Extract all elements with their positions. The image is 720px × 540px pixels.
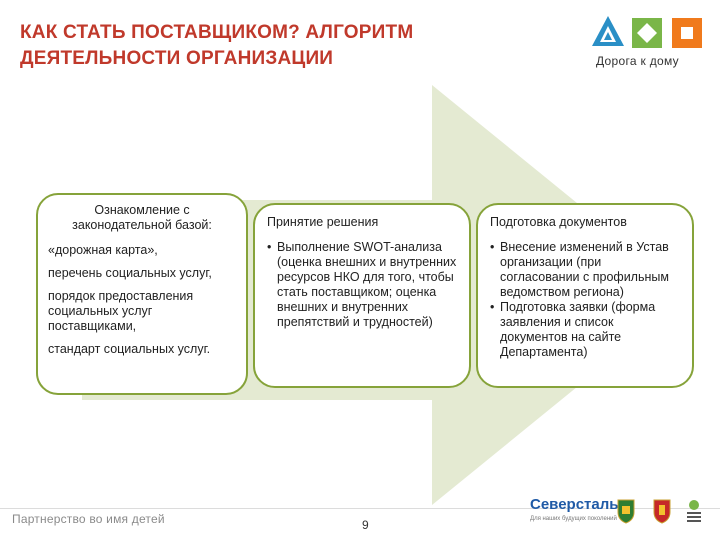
logo-caption: Дорога к дому (596, 54, 679, 68)
step-heading: Подготовка документов (490, 215, 627, 229)
bullet-dot-icon: • (490, 300, 495, 314)
logo-cross-icon (632, 18, 662, 48)
step-box-decision (253, 203, 471, 388)
step-heading: Ознакомление с законодательной базой: (72, 203, 212, 232)
bullet-text: Внесение изменений в Устав организации (при согласовании с профильным ведомством региона) (500, 240, 669, 299)
step-bullet (490, 300, 680, 360)
bullet-dot-icon: • (267, 240, 272, 254)
step-paragraph: перечень социальных услуг, (48, 266, 212, 280)
bullet-text: Выполнение SWOT-анализа (оценка внешних и внутренних ресурсов НКО для того, чтобы стать поставщиком; оценка внешних и внутренних препятствий и трудностей) (277, 240, 457, 329)
coat-of-arms-icon (652, 498, 672, 524)
coat-of-arms-icon (616, 498, 636, 524)
title-line-2: ДЕЯТЕЛЬНОСТИ ОРГАНИЗАЦИИ (20, 48, 334, 69)
step-paragraph: порядок предоставления социальных услуг поставщиками, (48, 289, 194, 333)
sponsor-logo-text: Северсталь (530, 496, 619, 513)
page-title (20, 20, 560, 72)
step-box-documents (476, 203, 694, 388)
step-bullet (267, 240, 457, 330)
bullet-text: Подготовка заявки (форма заявления и список документов на сайте Департамента) (500, 300, 656, 359)
step-box-familiarization (36, 193, 248, 395)
sponsor-tagline: Для наших будущих поколений (530, 516, 617, 522)
step-heading: Принятие решения (267, 215, 379, 229)
footer-partner-text: Партнерство во имя детей (12, 512, 165, 526)
step-bullet (490, 240, 680, 300)
logo-triangle-icon (592, 16, 624, 46)
page-number: 9 (362, 518, 369, 532)
bullet-dot-icon: • (490, 240, 495, 254)
logo-square-icon (672, 18, 702, 48)
title-line-1: КАК СТАТЬ ПОСТАВЩИКОМ? АЛГОРИТМ (20, 22, 414, 43)
step-paragraph: стандарт социальных услуг. (48, 342, 211, 356)
charity-logo-icon (684, 498, 704, 524)
step-paragraph: «дорожная карта», (48, 243, 158, 257)
